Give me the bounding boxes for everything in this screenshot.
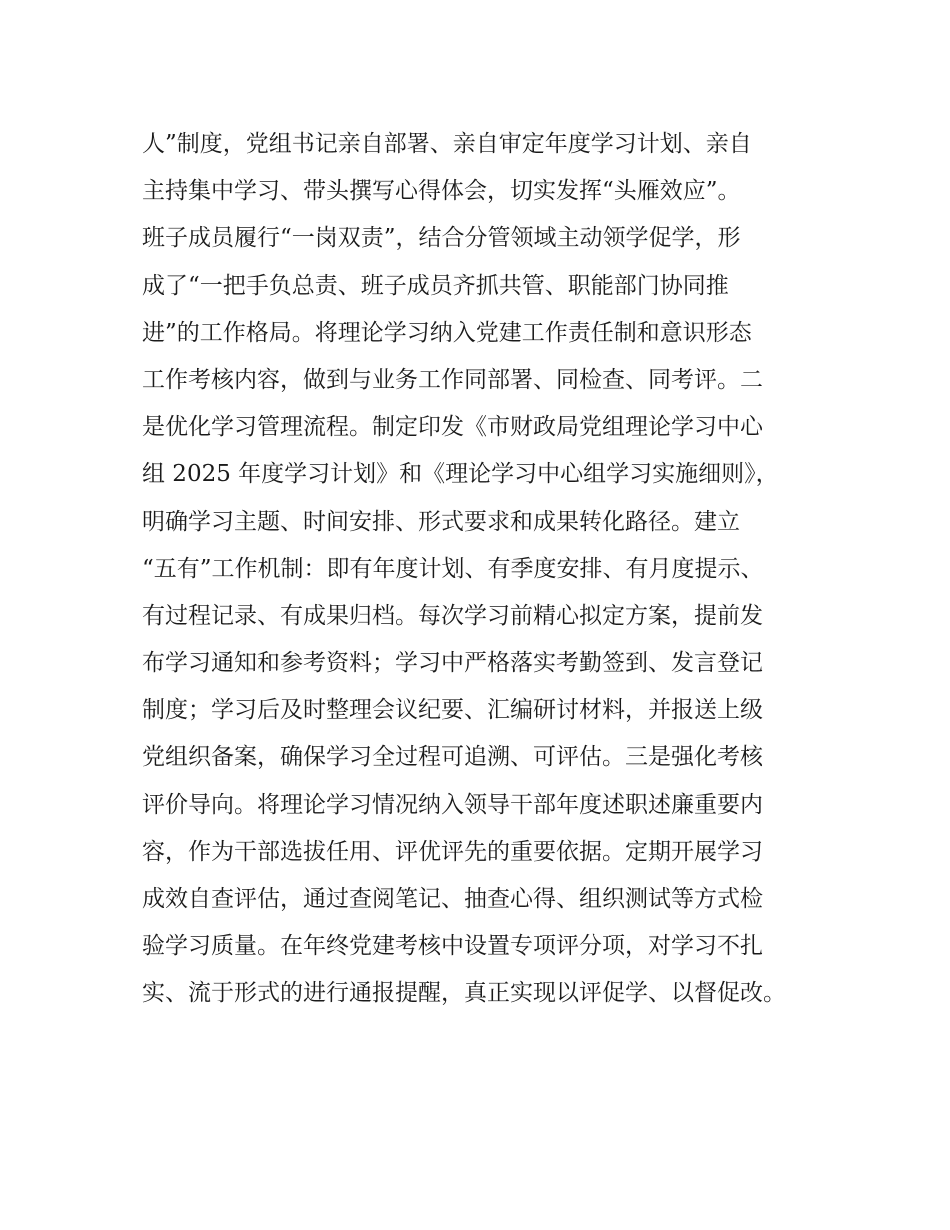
text-line: 班子成员履行“一岗双责”，结合分管领域主动领学促学，形 bbox=[142, 225, 741, 252]
text-line: 成了“一把手负总责、班子成员齐抓共管、职能部门协同推 bbox=[142, 272, 729, 299]
text-line: 验学习质量。在年终党建考核中设置专项评分项，对学习不扎 bbox=[142, 933, 763, 960]
text-line: 成效自查评估，通过查阅笔记、抽查心得、组织测试等方式检 bbox=[142, 886, 763, 912]
text-line: 工作考核内容，做到与业务工作同部署、同检查、同考评。二 bbox=[142, 366, 763, 393]
text-line: 有过程记录、有成果归档。每次学习前精心拟定方案，提前发 bbox=[142, 602, 763, 629]
text-line: 制度；学习后及时整理会议纪要、汇编研讨材料，并报送上级 bbox=[142, 697, 763, 724]
text-line: 组 2025 年度学习计划》和《理论学习中心组学习实施细则》， bbox=[142, 461, 779, 488]
text-line: 是优化学习管理流程。制定印发《市财政局党组理论学习中心 bbox=[142, 414, 763, 441]
text-line: 容，作为干部选拔任用、评优评先的重要依据。定期开展学习 bbox=[142, 838, 763, 865]
text-line: 明确学习主题、时间安排、形式要求和成果转化路径。建立 bbox=[142, 508, 740, 535]
text-line: 主持集中学习、带头撰写心得体会，切实发挥“头雁效应”。 bbox=[142, 178, 741, 205]
text-line: 进”的工作格局。将理论学习纳入党建工作责任制和意识形态 bbox=[142, 319, 752, 346]
text-line: 实、流于形式的进行通报提醒，真正实现以评促学、以督促改。 bbox=[142, 980, 786, 1007]
text-line: 人”制度，党组书记亲自部署、亲自审定年度学习计划、亲自 bbox=[142, 131, 752, 157]
text-line: “五有”工作机制：即有年度计划、有季度安排、有月度提示、 bbox=[142, 555, 764, 582]
text-line: 布学习通知和参考资料；学习中严格落实考勤签到、发言登记 bbox=[142, 650, 763, 677]
text-line: 评价导向。将理论学习情况纳入领导干部年度述职述廉重要内 bbox=[142, 791, 763, 818]
text-line: 党组织备案，确保学习全过程可追溯、可评估。三是强化考核 bbox=[142, 744, 763, 771]
body-paragraph bbox=[142, 121, 842, 1018]
